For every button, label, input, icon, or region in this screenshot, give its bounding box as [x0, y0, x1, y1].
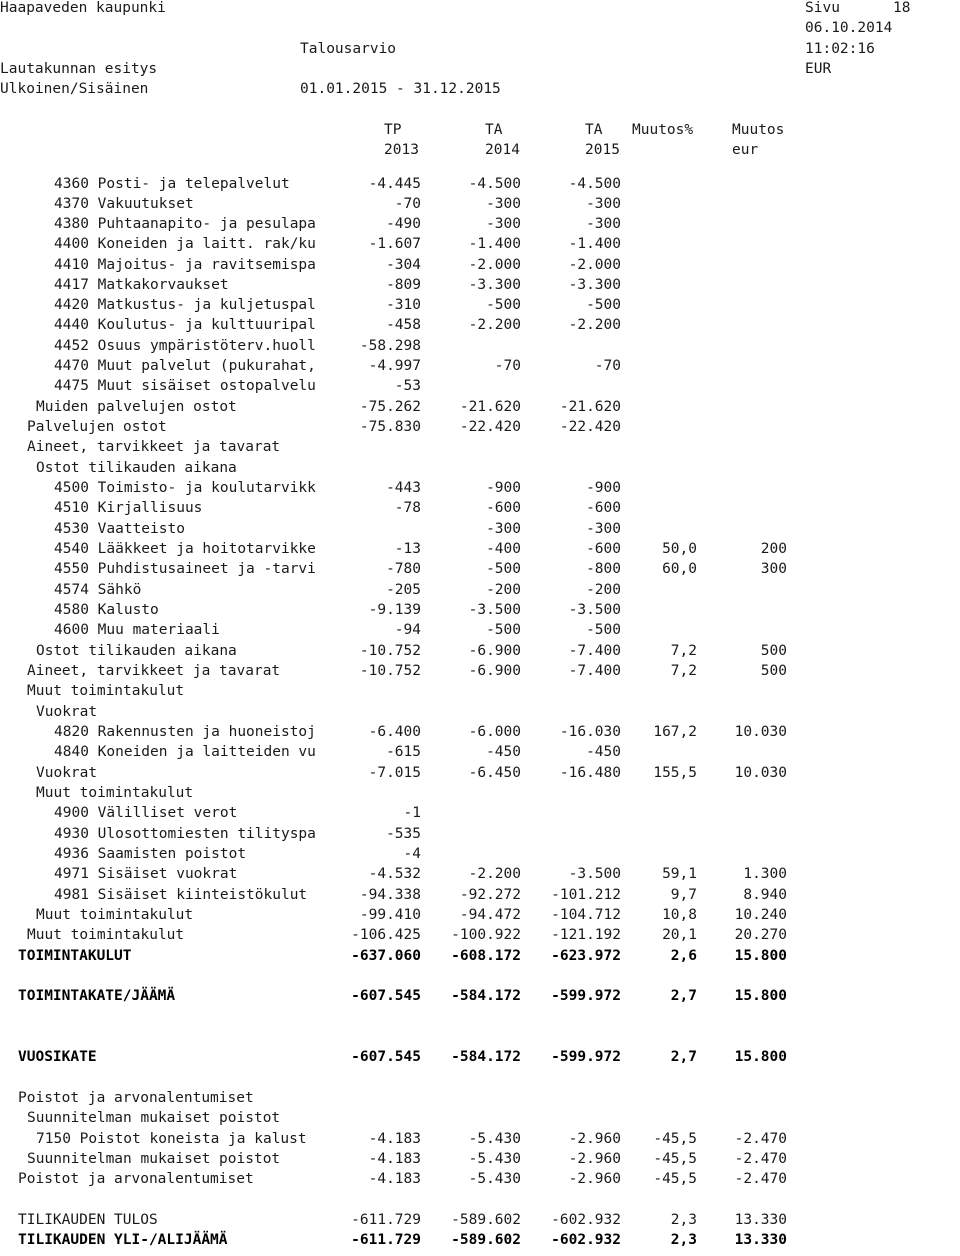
table-row: [0, 519, 960, 539]
row-label: Aineet, tarvikkeet ja tavarat: [27, 663, 281, 679]
change-eur: 13.330: [734, 1232, 787, 1248]
col-ta14-year: 2014: [485, 142, 520, 158]
tp-value: -4.997: [368, 358, 421, 374]
ta2015-value: -599.972: [551, 988, 621, 1004]
tp-value: -4.183: [368, 1151, 421, 1167]
table-row: [0, 763, 960, 783]
col-tp-year: 2013: [384, 142, 419, 158]
row-label: VUOSIKATE: [18, 1049, 97, 1065]
table-row: [0, 295, 960, 315]
ta2014-value: -500: [486, 622, 521, 638]
tp-value: -13: [394, 541, 421, 557]
tp-value: -443: [386, 480, 421, 496]
row-label: 4500 Toimisto- ja koulutarvikk: [54, 480, 316, 496]
change-percent: 60,0: [662, 561, 697, 577]
change-percent: 50,0: [662, 541, 697, 557]
table-row: [0, 437, 960, 457]
total-row: [0, 986, 960, 1006]
ta2014-value: -2.200: [468, 317, 521, 333]
ta2014-value: -589.602: [451, 1212, 521, 1228]
table-row: [0, 376, 960, 396]
scope-label: Ulkoinen/Sisäinen: [0, 81, 149, 97]
ta2014-value: -3.500: [468, 602, 521, 618]
row-label: 4440 Koulutus- ja kulttuuripal: [54, 317, 316, 333]
org-name: Haapaveden kaupunki: [0, 0, 166, 16]
ta2014-value: -608.172: [451, 948, 521, 964]
change-percent: 2,6: [670, 948, 697, 964]
ta2014-value: -3.300: [468, 277, 521, 293]
ta2014-value: -92.272: [459, 887, 521, 903]
row-label: Muiden palvelujen ostot: [36, 399, 237, 415]
change-percent: 59,1: [662, 866, 697, 882]
change-percent: 2,7: [670, 1049, 697, 1065]
ta2014-value: -200: [486, 582, 521, 598]
row-label: Muut toimintakulut: [36, 907, 194, 923]
row-label: 4510 Kirjallisuus: [54, 500, 203, 516]
page-label: Sivu: [805, 0, 840, 16]
table-row: [0, 722, 960, 742]
tp-value: -4: [403, 846, 421, 862]
change-percent: 7,2: [670, 643, 697, 659]
tp-value: -4.532: [368, 866, 421, 882]
change-eur: -2.470: [734, 1171, 787, 1187]
ta2015-value: -3.500: [568, 866, 621, 882]
col-tp-header: TP: [384, 122, 402, 138]
table-row: [0, 1088, 960, 1108]
table-row: [0, 742, 960, 762]
ta2014-value: -4.500: [468, 176, 521, 192]
tp-value: -607.545: [351, 988, 421, 1004]
ta2015-value: -2.960: [568, 1131, 621, 1147]
table-row: [0, 844, 960, 864]
row-label: Muut toimintakulut: [27, 683, 185, 699]
row-label: TILIKAUDEN TULOS: [18, 1212, 158, 1228]
tp-value: -58.298: [359, 338, 421, 354]
table-row: [0, 905, 960, 925]
ta2014-value: -500: [486, 561, 521, 577]
change-eur: -2.470: [734, 1151, 787, 1167]
row-label: 4840 Koneiden ja laitteiden vu: [54, 744, 316, 760]
tp-value: -535: [386, 826, 421, 842]
ta2015-value: -16.480: [559, 765, 621, 781]
tp-value: -304: [386, 257, 421, 273]
row-label: TOIMINTAKATE/JÄÄMÄ: [18, 988, 176, 1004]
change-percent: 7,2: [670, 663, 697, 679]
row-label: 7150 Poistot koneista ja kalust: [36, 1131, 307, 1147]
tp-value: -6.400: [368, 724, 421, 740]
row-label: 4580 Kalusto: [54, 602, 159, 618]
row-label: 4574 Sähkö: [54, 582, 142, 598]
tp-value: -205: [386, 582, 421, 598]
tp-value: -4.183: [368, 1131, 421, 1147]
ta2014-value: -300: [486, 196, 521, 212]
table-row: [0, 498, 960, 518]
tp-value: -94: [394, 622, 421, 638]
change-eur: 15.800: [734, 1049, 787, 1065]
change-eur: 15.800: [734, 988, 787, 1004]
tp-value: -70: [394, 196, 421, 212]
change-percent: -45,5: [653, 1131, 697, 1147]
table-row: [0, 539, 960, 559]
table-row: [0, 275, 960, 295]
tp-value: -310: [386, 297, 421, 313]
ta2015-value: -2.000: [568, 257, 621, 273]
print-time: 11:02:16: [805, 41, 875, 57]
row-label: Ostot tilikauden aikana: [36, 460, 237, 476]
tp-value: -10.752: [359, 663, 421, 679]
table-row: [0, 174, 960, 194]
tp-value: -4.445: [368, 176, 421, 192]
ta2015-value: -16.030: [559, 724, 621, 740]
table-row: [0, 397, 960, 417]
ta2014-value: -94.472: [459, 907, 521, 923]
change-percent: 167,2: [653, 724, 697, 740]
ta2014-value: -70: [494, 358, 521, 374]
row-label: TOIMINTAKULUT: [18, 948, 132, 964]
tp-value: -94.338: [359, 887, 421, 903]
ta2014-value: -2.000: [468, 257, 521, 273]
row-label: Suunnitelman mukaiset poistot: [27, 1151, 281, 1167]
row-label: 4540 Lääkkeet ja hoitotarvikke: [54, 541, 316, 557]
change-percent: 155,5: [653, 765, 697, 781]
table-row: [0, 885, 960, 905]
tp-value: -611.729: [351, 1212, 421, 1228]
change-eur: 1.300: [743, 866, 787, 882]
row-label: Muut toimintakulut: [36, 785, 194, 801]
ta2015-value: -2.960: [568, 1151, 621, 1167]
change-eur: 10.030: [734, 724, 787, 740]
change-percent: -45,5: [653, 1151, 697, 1167]
table-row: [0, 559, 960, 579]
table-row: [0, 336, 960, 356]
change-percent: -45,5: [653, 1171, 697, 1187]
tp-value: -809: [386, 277, 421, 293]
ta2014-value: -300: [486, 521, 521, 537]
change-percent: 9,7: [670, 887, 697, 903]
ta2015-value: -599.972: [551, 1049, 621, 1065]
tp-value: -53: [394, 378, 421, 394]
tp-value: -615: [386, 744, 421, 760]
ta2015-value: -623.972: [551, 948, 621, 964]
change-percent: 2,3: [670, 1212, 697, 1228]
ta2014-value: -6.900: [468, 643, 521, 659]
tp-value: -9.139: [368, 602, 421, 618]
ta2014-value: -400: [486, 541, 521, 557]
change-percent: 10,8: [662, 907, 697, 923]
tp-value: -607.545: [351, 1049, 421, 1065]
table-row: [0, 600, 960, 620]
ta2014-value: -900: [486, 480, 521, 496]
row-label: Poistot ja arvonalentumiset: [18, 1090, 254, 1106]
row-label: TILIKAUDEN YLI-/ALIJÄÄMÄ: [18, 1232, 228, 1248]
tp-value: -75.262: [359, 399, 421, 415]
row-label: 4530 Vaatteisto: [54, 521, 185, 537]
ta2015-value: -70: [594, 358, 621, 374]
tp-value: -1.607: [368, 236, 421, 252]
ta2014-value: -100.922: [451, 927, 521, 943]
ta2015-value: -450: [586, 744, 621, 760]
row-label: 4380 Puhtaanapito- ja pesulapa: [54, 216, 316, 232]
page-number: 18: [893, 0, 911, 16]
ta2015-value: -3.500: [568, 602, 621, 618]
ta2015-value: -7.400: [568, 663, 621, 679]
ta2015-value: -900: [586, 480, 621, 496]
ta2014-value: -500: [486, 297, 521, 313]
ta2015-value: -21.620: [559, 399, 621, 415]
ta2015-value: -500: [586, 622, 621, 638]
change-eur: 500: [760, 663, 787, 679]
tp-value: -106.425: [351, 927, 421, 943]
ta2015-value: -300: [586, 521, 621, 537]
table-row: [0, 1108, 960, 1128]
change-eur: 10.240: [734, 907, 787, 923]
ta2015-value: -22.420: [559, 419, 621, 435]
tp-value: -99.410: [359, 907, 421, 923]
ta2015-value: -2.200: [568, 317, 621, 333]
table-row: [0, 1149, 960, 1169]
tp-value: -637.060: [351, 948, 421, 964]
row-label: Palvelujen ostot: [27, 419, 167, 435]
row-label: 4400 Koneiden ja laitt. rak/ku: [54, 236, 316, 252]
col-ta15-year: 2015: [585, 142, 620, 158]
ta2014-value: -6.000: [468, 724, 521, 740]
change-eur: 300: [760, 561, 787, 577]
change-eur: 15.800: [734, 948, 787, 964]
col-pct-header: Muutos%: [632, 122, 694, 138]
ta2014-value: -584.172: [451, 988, 521, 1004]
table-row: [0, 1169, 960, 1189]
ta2014-value: -21.620: [459, 399, 521, 415]
ta2014-value: -600: [486, 500, 521, 516]
ta2014-value: -5.430: [468, 1171, 521, 1187]
tp-value: -458: [386, 317, 421, 333]
ta2015-value: -4.500: [568, 176, 621, 192]
ta2015-value: -7.400: [568, 643, 621, 659]
tp-value: -78: [394, 500, 421, 516]
ta2015-value: -500: [586, 297, 621, 313]
ta2015-value: -1.400: [568, 236, 621, 252]
change-eur: 13.330: [734, 1212, 787, 1228]
table-row: [0, 315, 960, 335]
ta2015-value: -104.712: [551, 907, 621, 923]
ta2014-value: -6.900: [468, 663, 521, 679]
table-row: [0, 580, 960, 600]
ta2014-value: -1.400: [468, 236, 521, 252]
print-date: 06.10.2014: [805, 20, 893, 36]
tp-value: -10.752: [359, 643, 421, 659]
ta2014-value: -5.430: [468, 1131, 521, 1147]
col-change-header: Muutos: [732, 122, 785, 138]
change-eur: 200: [760, 541, 787, 557]
row-label: 4900 Välilliset verot: [54, 805, 238, 821]
table-row: [0, 925, 960, 945]
table-row: [0, 661, 960, 681]
ta2015-value: -200: [586, 582, 621, 598]
ta2015-value: -2.960: [568, 1171, 621, 1187]
ta2015-value: -121.192: [551, 927, 621, 943]
table-row: [0, 824, 960, 844]
row-label: 4452 Osuus ympäristöterv.huoll: [54, 338, 316, 354]
ta2015-value: -602.932: [551, 1232, 621, 1248]
change-percent: 2,7: [670, 988, 697, 1004]
row-label: 4360 Posti- ja telepalvelut: [54, 176, 290, 192]
row-label: 4981 Sisäiset kiinteistökulut: [54, 887, 308, 903]
row-label: 4600 Muu materiaali: [54, 622, 220, 638]
row-label: 4820 Rakennusten ja huoneistoj: [54, 724, 316, 740]
table-row: [0, 255, 960, 275]
change-percent: 20,1: [662, 927, 697, 943]
change-percent: 2,3: [670, 1232, 697, 1248]
tp-value: -7.015: [368, 765, 421, 781]
table-row: [0, 478, 960, 498]
tp-value: -1: [403, 805, 421, 821]
row-label: 4410 Majoitus- ja ravitsemispa: [54, 257, 316, 273]
ta2014-value: -450: [486, 744, 521, 760]
ta2014-value: -589.602: [451, 1232, 521, 1248]
row-label: Vuokrat: [36, 765, 98, 781]
table-row: [0, 681, 960, 701]
row-label: 4930 Ulosottomiesten tilityspa: [54, 826, 316, 842]
tp-value: -75.830: [359, 419, 421, 435]
ta2014-value: -6.450: [468, 765, 521, 781]
total-row: [0, 1230, 960, 1250]
col-ta15-header: TA: [585, 122, 603, 138]
table-row: [0, 1129, 960, 1149]
row-label: Aineet, tarvikkeet ja tavarat: [27, 439, 281, 455]
table-row: [0, 417, 960, 437]
tp-value: -611.729: [351, 1232, 421, 1248]
row-label: 4370 Vakuutukset: [54, 196, 194, 212]
change-eur: 8.940: [743, 887, 787, 903]
ta2014-value: -300: [486, 216, 521, 232]
table-row: [0, 702, 960, 722]
ta2014-value: -5.430: [468, 1151, 521, 1167]
ta2015-value: -300: [586, 196, 621, 212]
table-row: [0, 234, 960, 254]
table-row: [0, 803, 960, 823]
total-row: [0, 1047, 960, 1067]
table-row: [0, 356, 960, 376]
col-change-unit: eur: [732, 142, 759, 158]
row-label: Vuokrat: [36, 704, 98, 720]
tp-value: -4.183: [368, 1171, 421, 1187]
table-row: [0, 783, 960, 803]
change-eur: 500: [760, 643, 787, 659]
ta2014-value: -584.172: [451, 1049, 521, 1065]
col-ta14-header: TA: [485, 122, 503, 138]
tp-value: -780: [386, 561, 421, 577]
tp-value: -490: [386, 216, 421, 232]
board-label: Lautakunnan esitys: [0, 61, 158, 77]
total-row: [0, 946, 960, 966]
table-row: [0, 1210, 960, 1230]
ta2015-value: -602.932: [551, 1212, 621, 1228]
currency-label: EUR: [805, 61, 832, 77]
row-label: 4971 Sisäiset vuokrat: [54, 866, 238, 882]
ta2014-value: -2.200: [468, 866, 521, 882]
ta2015-value: -800: [586, 561, 621, 577]
ta2014-value: -22.420: [459, 419, 521, 435]
row-label: Poistot ja arvonalentumiset: [18, 1171, 254, 1187]
change-eur: 20.270: [734, 927, 787, 943]
report-title: Talousarvio: [300, 41, 397, 57]
ta2015-value: -3.300: [568, 277, 621, 293]
row-label: 4470 Muut palvelut (pukurahat,: [54, 358, 316, 374]
row-label: Muut toimintakulut: [27, 927, 185, 943]
table-row: [0, 641, 960, 661]
row-label: 4420 Matkustus- ja kuljetuspal: [54, 297, 316, 313]
period-label: 01.01.2015 - 31.12.2015: [300, 81, 501, 97]
table-row: [0, 864, 960, 884]
change-eur: 10.030: [734, 765, 787, 781]
row-label: 4417 Matkakorvaukset: [54, 277, 229, 293]
row-label: 4475 Muut sisäiset ostopalvelu: [54, 378, 316, 394]
ta2015-value: -101.212: [551, 887, 621, 903]
row-label: Ostot tilikauden aikana: [36, 643, 237, 659]
change-eur: -2.470: [734, 1131, 787, 1147]
table-row: [0, 458, 960, 478]
row-label: Suunnitelman mukaiset poistot: [27, 1110, 281, 1126]
table-row: [0, 214, 960, 234]
row-label: 4936 Saamisten poistot: [54, 846, 247, 862]
table-row: [0, 194, 960, 214]
table-row: [0, 620, 960, 640]
ta2015-value: -600: [586, 541, 621, 557]
ta2015-value: -300: [586, 216, 621, 232]
ta2015-value: -600: [586, 500, 621, 516]
row-label: 4550 Puhdistusaineet ja -tarvi: [54, 561, 316, 577]
